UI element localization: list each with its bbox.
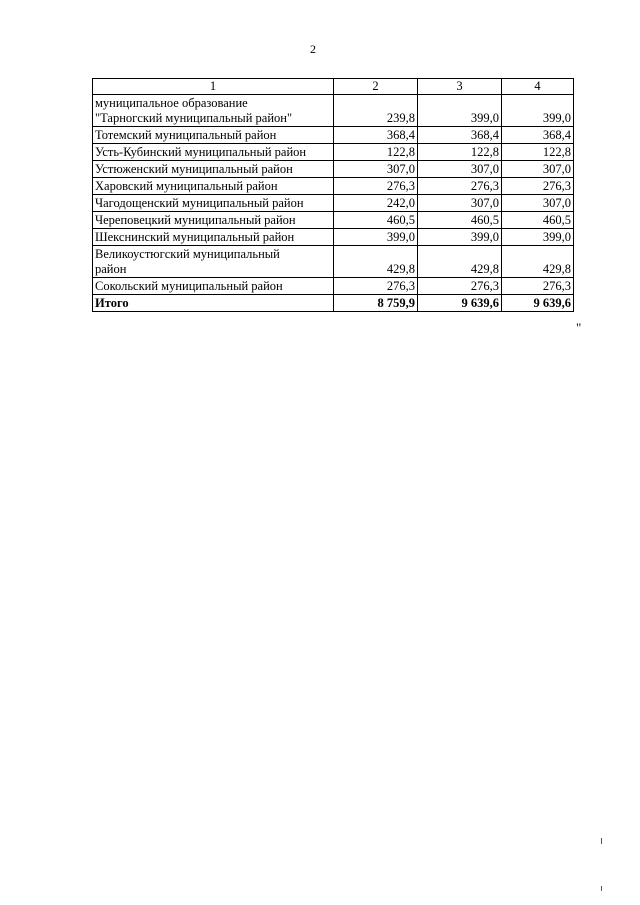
district-name-line: Великоустюгский муниципальный: [95, 247, 280, 261]
table-row: [93, 212, 574, 229]
scan-edge-mark: [601, 838, 602, 844]
value-cell: 239,8: [334, 95, 418, 127]
table-header-row: [93, 79, 574, 95]
district-name-line: "Тарногский муниципальный район": [95, 111, 293, 125]
budget-allocation-table: [92, 78, 574, 312]
total-row: [93, 295, 574, 312]
table-row: [93, 229, 574, 246]
value-cell: 429,8: [502, 246, 574, 278]
value-cell: 122,8: [334, 144, 418, 161]
value-cell: 276,3: [334, 178, 418, 195]
district-name-cell: Тотемский муниципальный район: [93, 127, 334, 144]
district-name-line: муниципальное образование: [95, 96, 248, 110]
district-name-cell: Устюженский муниципальный район: [93, 161, 334, 178]
value-cell: 276,3: [502, 278, 574, 295]
value-cell: 307,0: [502, 161, 574, 178]
page-number: 2: [310, 42, 316, 56]
district-name-line: район: [95, 262, 127, 276]
total-value: 9 639,6: [502, 295, 574, 312]
value-cell: 460,5: [502, 212, 574, 229]
table-row: [93, 178, 574, 195]
district-name-cell: Шекснинский муниципальный район: [93, 229, 334, 246]
value-cell: 242,0: [334, 195, 418, 212]
value-cell: 399,0: [502, 95, 574, 127]
value-cell: 460,5: [334, 212, 418, 229]
table-row: [93, 95, 574, 127]
value-cell: 460,5: [418, 212, 502, 229]
table-row: [93, 246, 574, 278]
table-row: [93, 195, 574, 212]
table-row: [93, 161, 574, 178]
value-cell: 399,0: [418, 229, 502, 246]
column-header: 1: [93, 79, 334, 95]
closing-quote-mark: ": [576, 320, 582, 335]
district-name-cell: [93, 246, 334, 278]
district-name-cell: Усть-Кубинский муниципальный район: [93, 144, 334, 161]
district-name-cell: [93, 95, 334, 127]
scan-edge-mark: [601, 886, 602, 891]
table-row: [93, 144, 574, 161]
value-cell: 276,3: [502, 178, 574, 195]
value-cell: 307,0: [502, 195, 574, 212]
total-value: 8 759,9: [334, 295, 418, 312]
table-row: [93, 127, 574, 144]
value-cell: 368,4: [502, 127, 574, 144]
value-cell: 276,3: [418, 278, 502, 295]
value-cell: 429,8: [418, 246, 502, 278]
value-cell: 276,3: [418, 178, 502, 195]
value-cell: 122,8: [418, 144, 502, 161]
value-cell: 399,0: [418, 95, 502, 127]
district-name-cell: Череповецкий муниципальный район: [93, 212, 334, 229]
value-cell: 429,8: [334, 246, 418, 278]
value-cell: 368,4: [334, 127, 418, 144]
district-name-cell: Чагодощенский муниципальный район: [93, 195, 334, 212]
value-cell: 122,8: [502, 144, 574, 161]
value-cell: 399,0: [334, 229, 418, 246]
value-cell: 307,0: [418, 161, 502, 178]
total-label: Итого: [93, 295, 334, 312]
value-cell: 368,4: [418, 127, 502, 144]
value-cell: 276,3: [334, 278, 418, 295]
value-cell: 399,0: [502, 229, 574, 246]
table-row: [93, 278, 574, 295]
column-header: 2: [334, 79, 418, 95]
value-cell: 307,0: [334, 161, 418, 178]
district-name-cell: Харовский муниципальный район: [93, 178, 334, 195]
column-header: 4: [502, 79, 574, 95]
value-cell: 307,0: [418, 195, 502, 212]
column-header: 3: [418, 79, 502, 95]
district-name-cell: Сокольский муниципальный район: [93, 278, 334, 295]
total-value: 9 639,6: [418, 295, 502, 312]
